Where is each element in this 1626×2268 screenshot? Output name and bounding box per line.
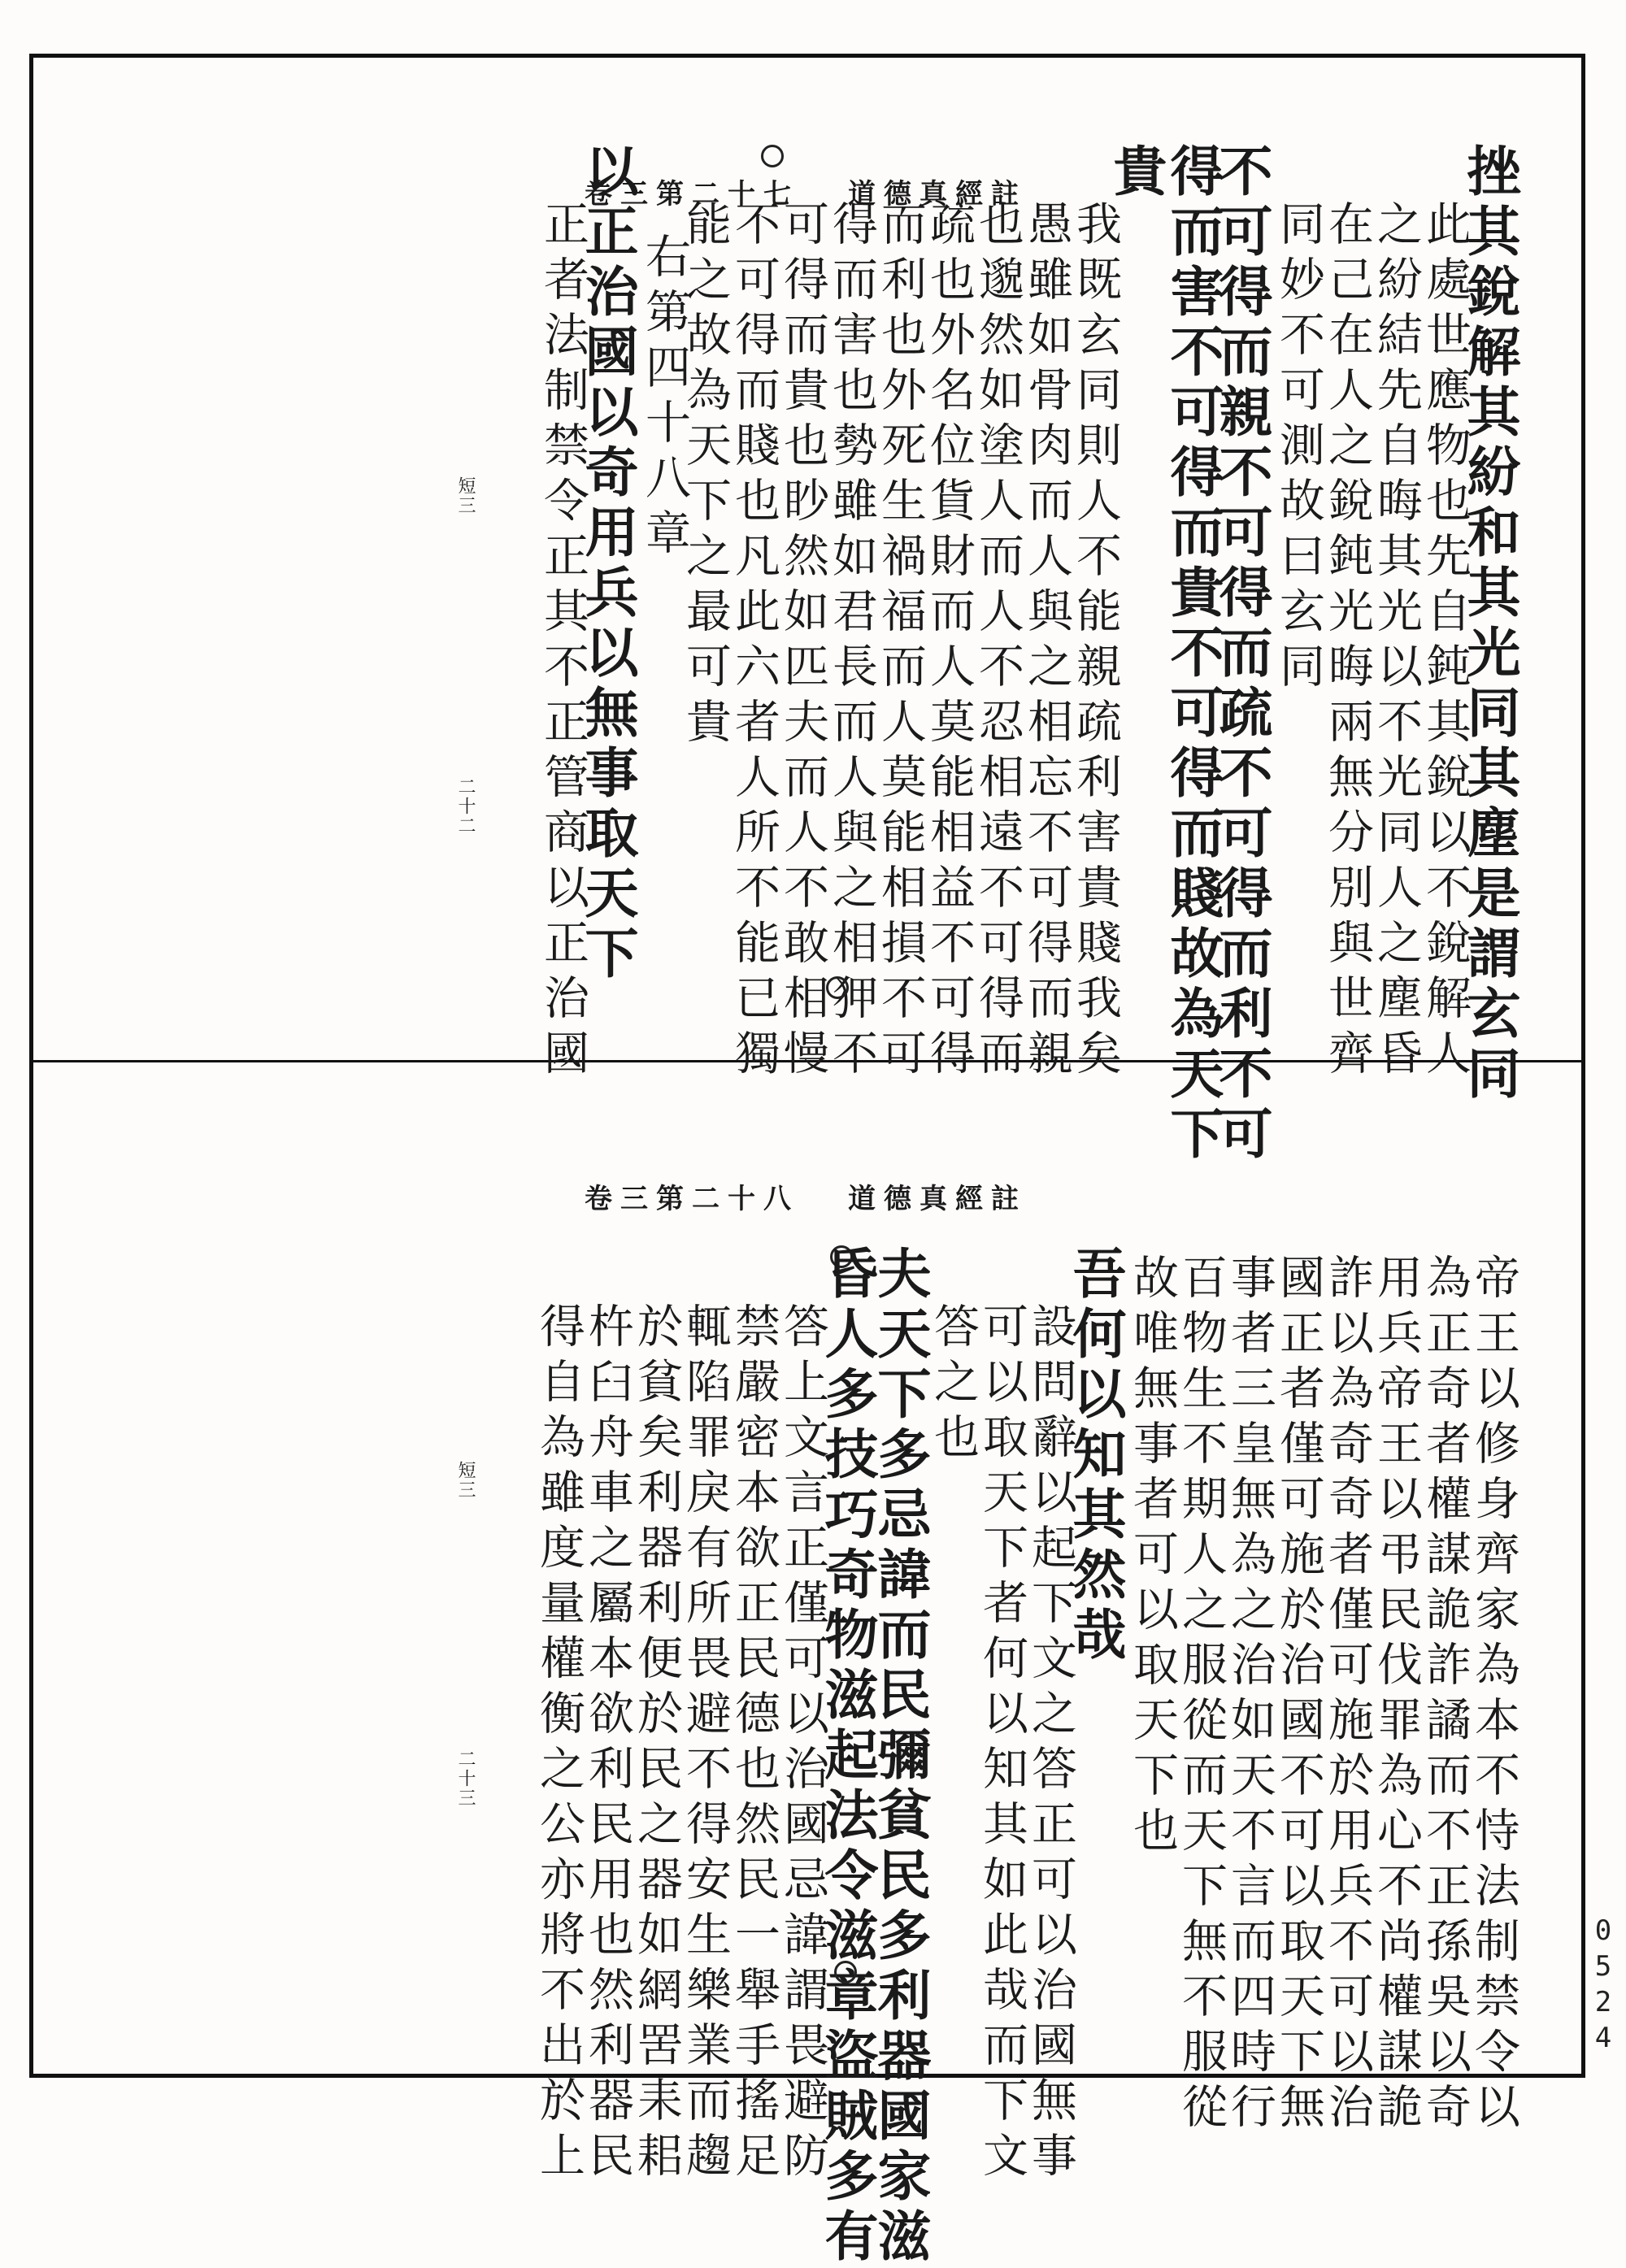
text-column: 於貧矣利器利便於民之器如網罟耒耜: [630, 1302, 683, 2187]
text-column: 右第四十八章: [638, 232, 691, 564]
text-column: 夫天下多忌諱而民彌貧民多利器國家滋: [868, 1245, 932, 2268]
margin-note: 短三: [455, 1461, 476, 1500]
page-number: 0524: [1587, 1914, 1619, 2057]
text-column: 同妙不可測故曰玄同: [1272, 200, 1325, 697]
bottom-header-volume: 卷三第二十八: [585, 1183, 799, 1215]
text-column: 吾何以知其然哉: [1063, 1245, 1127, 1666]
text-column: 貴: [1104, 143, 1167, 203]
text-column: 禁嚴密本欲正民德也然民一舉手搖足: [728, 1302, 780, 2187]
text-column: 不可得而親不可得而疏不可得而利不可: [1210, 143, 1273, 1166]
text-column: 挫其銳解其紛和其光同其塵是謂玄同: [1458, 143, 1521, 1106]
text-column: 得而害不可得而貴不可得而賤故為天下: [1161, 143, 1224, 1166]
text-column: 帝王以修身齊家為本不恃法制禁令以: [1467, 1253, 1520, 2138]
text-column: 能之故為天下之最可貴: [679, 200, 732, 753]
paragraph-circle-icon: [761, 145, 784, 167]
text-column: 之紛結先自晦其光以不光同人之塵昏: [1370, 200, 1423, 1084]
text-column: 為正奇者權謀詭詐譎而不正孫吳以奇: [1419, 1253, 1472, 2138]
text-column: 愚雖如骨肉而人與之相忘不可得而親: [1020, 200, 1073, 1084]
margin-note: 二十三: [455, 1749, 476, 1808]
text-column: 可得而貴也眇然如匹夫而人不敢相慢: [776, 200, 829, 1084]
margin-note: 二十二: [455, 777, 476, 836]
bottom-page-header: [521, 1176, 1090, 1217]
margin-note: 短三: [455, 476, 476, 515]
text-column: 答上文言正僅可以治國忌諱謂畏避防: [776, 1302, 829, 2187]
text-column: 事者三皇無為之治如天不言而四時行: [1224, 1253, 1276, 2138]
text-column: 正者法制禁令正其不正管商以正治國: [537, 200, 589, 1084]
text-column: 可以取天下者何以知其如此哉而下文: [976, 1302, 1028, 2187]
text-column: 此處世應物也先自鈍其銳以不銳解人: [1419, 200, 1472, 1084]
top-header-volume: 卷三第二十七: [585, 178, 799, 211]
bottom-header-title: 道德真經註: [848, 1183, 1027, 1215]
text-column: 故唯無事者可以取天下也: [1126, 1253, 1179, 1862]
text-column: 我既玄同則人不能親疏利害貴賤我矣: [1069, 200, 1122, 1084]
text-column: 詐以為奇奇者僅可施於用兵不可以治: [1321, 1253, 1374, 2138]
text-column: 用兵帝王以弔民伐罪為心不尚權謀詭: [1370, 1253, 1423, 2138]
text-column: 設問辭以起下文之答正可以治國無事: [1024, 1302, 1077, 2187]
text-column: 答之也: [927, 1302, 980, 1468]
text-column: 疏也外名位貨財而人莫能相益不可得: [923, 200, 976, 1084]
text-column: 得自為雖度量權衡之公亦將不出於上: [533, 1302, 585, 2187]
text-column: 國正者僅可施於治國不可以取天下無: [1272, 1253, 1325, 2138]
paragraph-circle-icon: [826, 976, 849, 999]
text-column: 杵臼舟車之屬本欲利民用也然利器民: [581, 1302, 634, 2187]
text-column: 百物生不期人之服從而天下無不服從: [1175, 1253, 1228, 2138]
paragraph-circle-icon: [834, 1961, 857, 1983]
top-page: [33, 58, 1581, 1166]
top-header-title: 道德真經註: [848, 178, 1027, 211]
text-column: 得而害也勢雖如君長而人與之相狎不: [825, 200, 878, 1084]
text-column: 昏人多技巧奇物滋起法令滋章盜賊多有: [815, 1245, 879, 2268]
text-column: 也邈然如塗人而人不忍相遠不可得而: [972, 200, 1024, 1084]
text-column: 以正治國以奇用兵以無事取天下: [576, 143, 639, 985]
text-column: 輒陷罪戾有所畏避不得安生樂業而趨: [679, 1302, 732, 2187]
text-column: 而利也外死生禍福而人莫能相損不可: [874, 200, 927, 1084]
text-column: 不可得而賤也凡此六者人所不能已獨: [728, 200, 780, 1084]
text-column: 在己在人之銳鈍光晦兩無分別與世齊: [1321, 200, 1374, 1084]
bottom-page: [33, 1062, 1581, 2268]
